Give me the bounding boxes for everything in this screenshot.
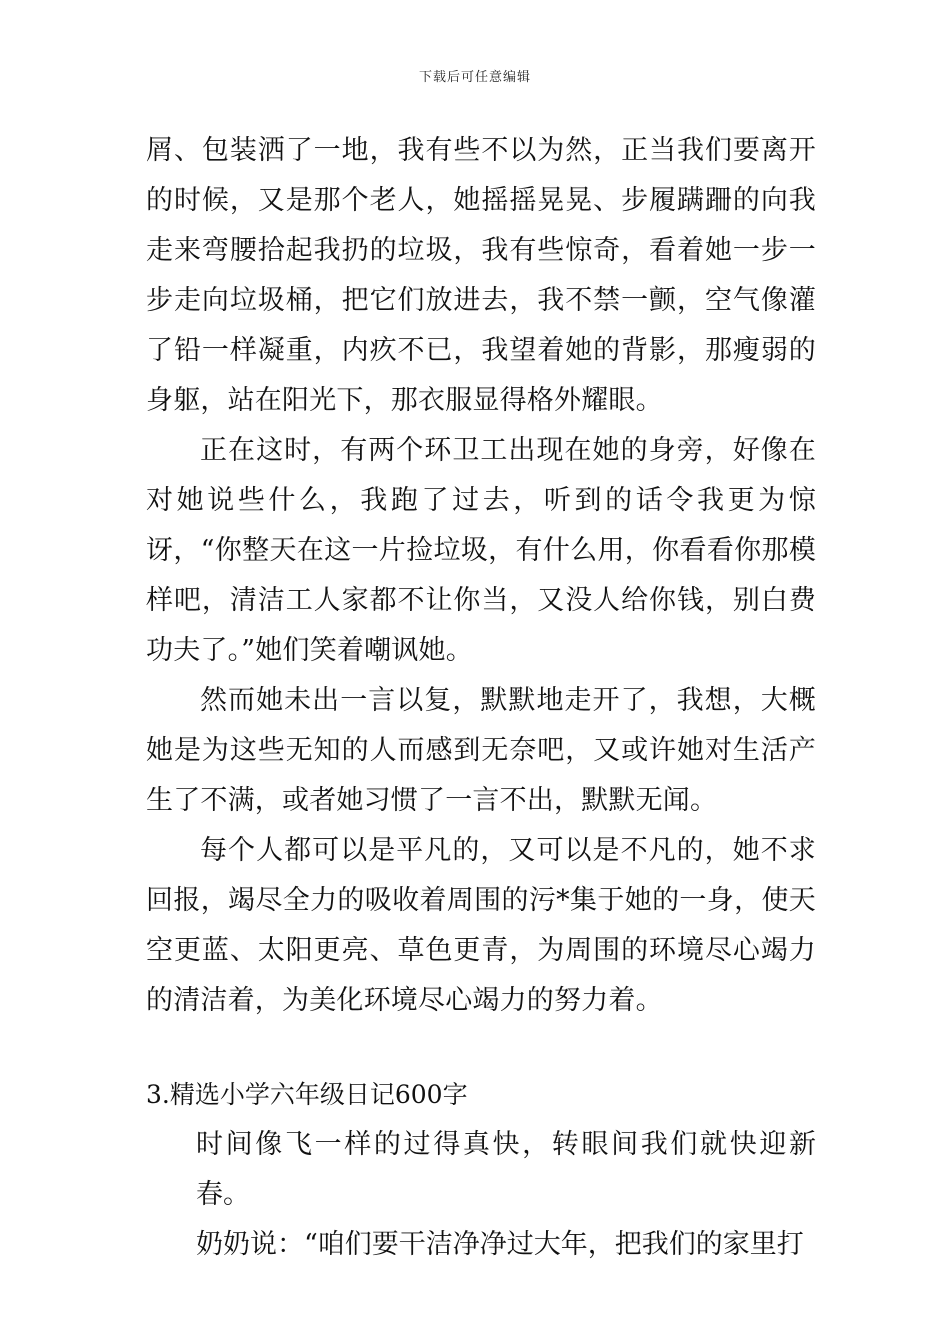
paragraph-4: 每个人都可以是平凡的，又可以是不凡的，她不求回报，竭尽全力的吸收着周围的污*集于她的一身，使天空更蓝、太阳更亮、草色更青，为周围的环境尽心竭力的清洁着，为美化环境尽心竭力的努力着。 [146, 835, 816, 1016]
paragraph-1: 屑、包装洒了一地，我有些不以为然，正当我们要离开的时候，又是那个老人，她摇摇晃晃、步履蹒跚的向我走来弯腰拾起我扔的垃圾，我有些惊奇，看着她一步一步走向垃圾桶，把它们放进去，我不禁一颤，空气像灌了铅一样凝重，内疚不已，我望着她的背影，那瘦弱的身躯，站在阳光下，那衣服显得格外耀眼。 [146, 135, 816, 416]
section-line-2: 奶奶说：“咱们要干洁净净过大年，把我们的家里打 [196, 1229, 804, 1260]
article-body [146, 126, 816, 1270]
section-line-1: 时间像飞一样的过得真快，转眼间我们就快迎新春。 [196, 1129, 816, 1210]
header-note: 下载后可任意编辑 [418, 70, 531, 85]
section-spacer [146, 1026, 816, 1070]
paragraph-2: 正在这时，有两个环卫工出现在她的身旁，好像在对她说些什么，我跑了过去，听到的话令我更为惊讶，“你整天在这一片捡垃圾，有什么用，你看看你那模样吧，清洁工人家都不让你当，又没人给你钱，别白费功夫了。”她们笑着嘲讽她。 [146, 435, 816, 666]
paragraph-3: 然而她未出一言以复，默默地走开了，我想，大概她是为这些无知的人而感到无奈吧，又或许她对生活产生了不满，或者她习惯了一言不出，默默无闻。 [146, 685, 816, 816]
section-heading: 3.精选小学六年级日记600字 [146, 1080, 468, 1109]
